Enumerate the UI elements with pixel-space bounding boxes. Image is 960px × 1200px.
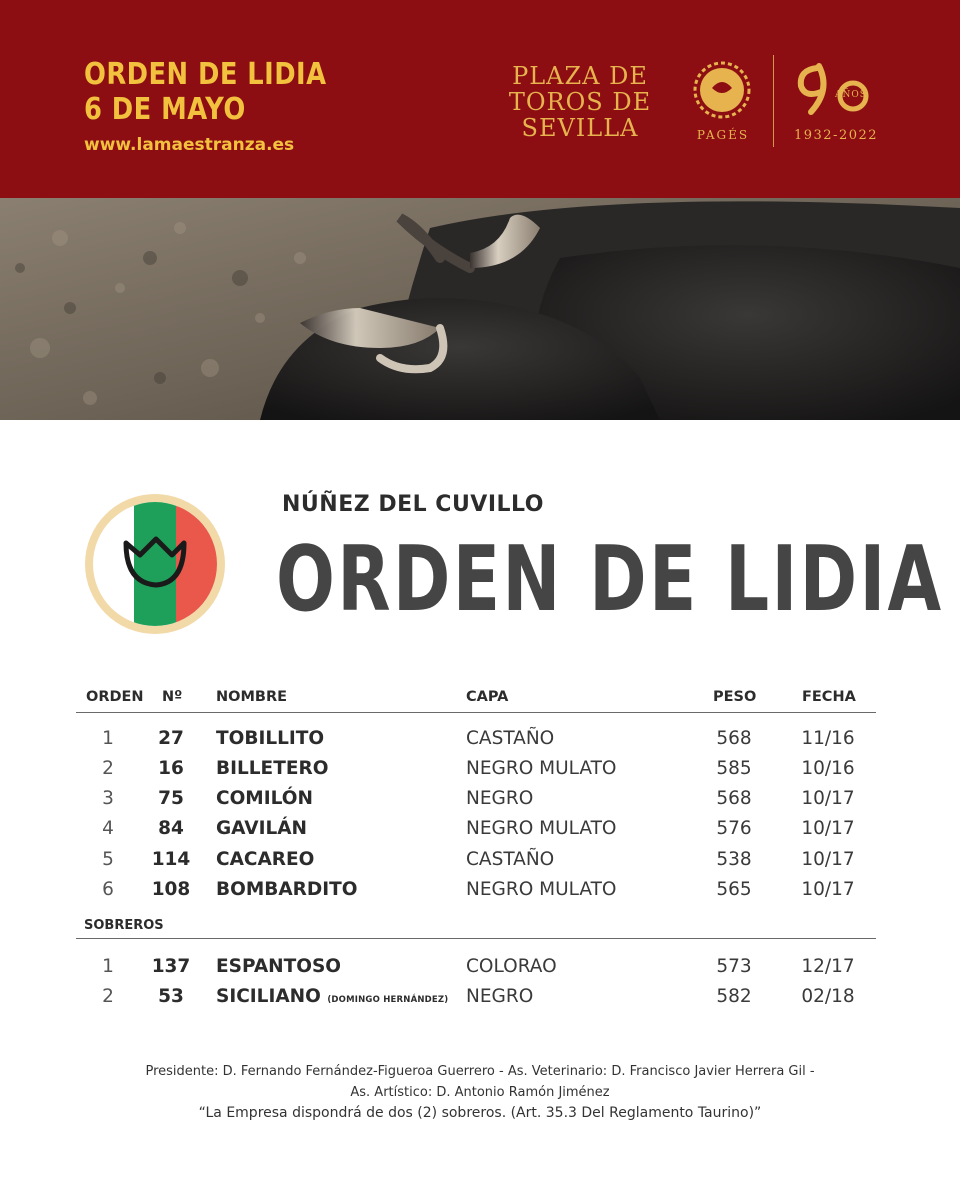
plaza-logo-text — [505, 63, 655, 141]
footer-officials-line1: Presidente: D. Fernando Fernández-Figueroa Guerrero - As. Veterinario: D. Francisco Javier Herrera Gil - — [145, 1064, 815, 1079]
row-orden: 3 — [102, 788, 114, 809]
row-fecha: 12/17 — [801, 956, 855, 977]
col-header-nombre: NOMBRE — [216, 689, 288, 705]
anniversary-90-icon — [795, 60, 875, 120]
row-nombre-wrap — [216, 986, 448, 1007]
row-peso: 568 — [716, 788, 752, 809]
row-capa: NEGRO — [466, 986, 534, 1007]
row-nombre: SICILIANO — [216, 986, 321, 1007]
row-fecha: 02/18 — [801, 986, 855, 1007]
row-fecha: 10/17 — [801, 879, 855, 900]
row-nombre: COMILÓN — [216, 788, 313, 809]
row-peso: 565 — [716, 879, 752, 900]
row-capa: NEGRO MULATO — [466, 758, 617, 779]
header-title-line1: ORDEN DE LIDIA — [84, 57, 327, 92]
row-capa: COLORAO — [466, 956, 557, 977]
bulls-photo-illustration — [0, 198, 960, 420]
anniversary-label: AÑOS — [835, 90, 867, 100]
row-nombre: BOMBARDITO — [216, 879, 358, 900]
col-header-capa: CAPA — [466, 689, 509, 705]
anniversary-years: 1932-2022 — [793, 128, 879, 143]
row-capa: NEGRO MULATO — [466, 818, 617, 839]
ganaderia-brand-icon — [84, 493, 226, 635]
plaza-line3: SEVILLA — [521, 114, 639, 142]
row-orden: 5 — [102, 849, 114, 870]
row-numero: 137 — [151, 956, 191, 977]
pages-sun-icon — [690, 58, 754, 122]
website-link[interactable]: www.lamaestranza.es — [84, 135, 295, 155]
row-peso: 585 — [716, 758, 752, 779]
col-header-fecha: FECHA — [802, 689, 856, 705]
row-capa: NEGRO — [466, 788, 534, 809]
row-orden: 1 — [102, 728, 114, 749]
row-numero: 53 — [158, 986, 184, 1007]
row-fecha: 10/16 — [801, 758, 855, 779]
row-nombre: BILLETERO — [216, 758, 329, 779]
row-peso: 582 — [716, 986, 752, 1007]
row-orden: 4 — [102, 818, 114, 839]
sponsor-name: PAGÉS — [696, 128, 750, 142]
footer-regulation-note: “La Empresa dispondrá de dos (2) sobreros. (Art. 35.3 Del Reglamento Taurino)” — [198, 1105, 762, 1121]
col-header-numero: Nº — [162, 689, 183, 705]
row-nombre: ESPANTOSO — [216, 956, 342, 977]
header-banner — [0, 0, 960, 198]
table-header-rule — [76, 712, 876, 713]
col-header-orden: ORDEN — [86, 689, 144, 705]
sobreros-rule — [76, 938, 876, 939]
plaza-line1: PLAZA DE — [512, 62, 648, 90]
row-fecha: 10/17 — [801, 788, 855, 809]
header-divider — [773, 55, 774, 147]
row-numero: 16 — [158, 758, 184, 779]
row-numero: 114 — [151, 849, 191, 870]
row-numero: 108 — [151, 879, 191, 900]
row-orden: 2 — [102, 758, 114, 779]
bulls-photo — [0, 198, 960, 420]
row-peso: 576 — [716, 818, 752, 839]
row-orden: 6 — [102, 879, 114, 900]
row-numero: 27 — [158, 728, 184, 749]
page-title: ORDEN DE LIDIA — [276, 527, 944, 632]
row-peso: 538 — [716, 849, 752, 870]
sobreros-label: SOBREROS — [84, 918, 164, 933]
row-orden: 1 — [102, 956, 114, 977]
col-header-peso: PESO — [713, 689, 757, 705]
row-numero: 75 — [158, 788, 184, 809]
row-peso: 573 — [716, 956, 752, 977]
plaza-line2: TOROS DE — [508, 88, 652, 116]
row-capa: NEGRO MULATO — [466, 879, 617, 900]
row-nombre-note: (DOMINGO HERNÁNDEZ) — [327, 995, 449, 1005]
ganaderia-name: NÚÑEZ DEL CUVILLO — [282, 492, 544, 517]
row-orden: 2 — [102, 986, 114, 1007]
row-fecha: 10/17 — [801, 849, 855, 870]
footer-officials-line2: As. Artístico: D. Antonio Ramón Jiménez — [350, 1085, 610, 1100]
header-date: 6 DE MAYO — [84, 92, 246, 127]
row-numero: 84 — [158, 818, 184, 839]
row-fecha: 10/17 — [801, 818, 855, 839]
row-nombre: TOBILLITO — [216, 728, 325, 749]
row-capa: CASTAÑO — [466, 728, 555, 749]
row-capa: CASTAÑO — [466, 849, 555, 870]
row-peso: 568 — [716, 728, 752, 749]
row-fecha: 11/16 — [801, 728, 855, 749]
row-nombre: GAVILÁN — [216, 818, 308, 839]
row-nombre: CACAREO — [216, 849, 315, 870]
